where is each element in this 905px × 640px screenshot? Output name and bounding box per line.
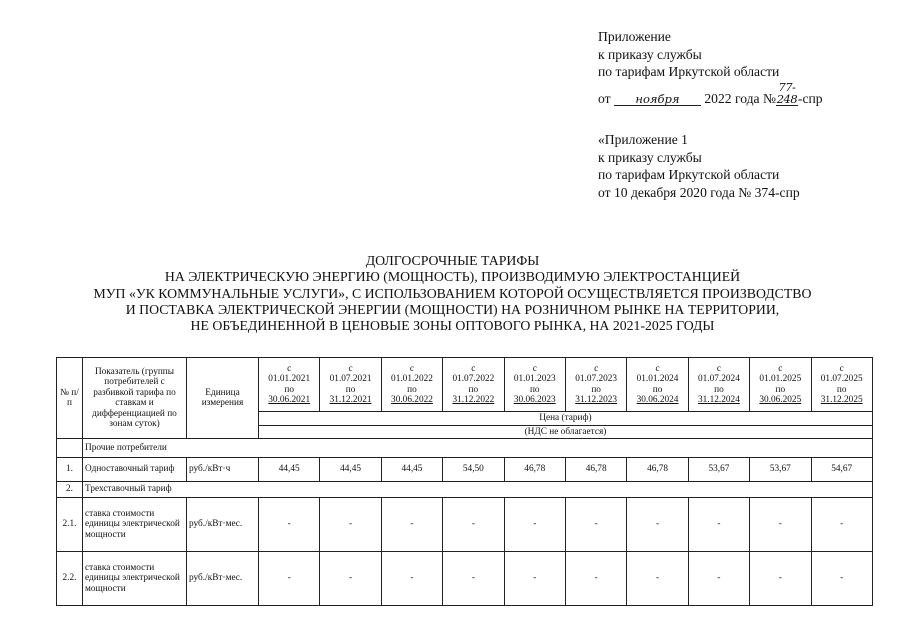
tariff-value: -: [565, 498, 626, 552]
date-prefix: от: [598, 90, 611, 106]
tariff-value: -: [443, 498, 504, 552]
header-period: с 01.07.2021 по 31.12.2021: [320, 358, 381, 412]
handwritten-date: ноября: [614, 93, 701, 106]
row-indicator: Трехставочный тариф: [83, 482, 873, 498]
appendix-header: [598, 28, 823, 107]
tariff-value: -: [811, 498, 872, 552]
table-row: [57, 482, 873, 498]
appendix-date-line: [598, 81, 823, 108]
tariff-value: 53,67: [750, 458, 811, 482]
header-period: с 01.01.2025 по 30.06.2025: [750, 358, 811, 412]
tariff-value: 44,45: [381, 458, 442, 482]
row-indicator: ставка стоимости единицы электрической мощности: [83, 498, 187, 552]
tariff-value: -: [750, 552, 811, 606]
tariff-value: 44,45: [320, 458, 381, 482]
header-period: с 01.07.2023 по 31.12.2023: [565, 358, 626, 412]
header-unit: Единица измерения: [187, 358, 259, 439]
header-period: с 01.01.2021 по 30.06.2021: [259, 358, 320, 412]
appendix-line: к приказу службы: [598, 149, 702, 165]
tariff-value: -: [504, 552, 565, 606]
tariff-value: -: [443, 552, 504, 606]
tariff-value: 44,45: [259, 458, 320, 482]
header-period: с 01.01.2024 по 30.06.2024: [627, 358, 688, 412]
row-number: 2.2.: [57, 552, 83, 606]
title-line: НА ЭЛЕКТРИЧЕСКУЮ ЭНЕРГИЮ (МОЩНОСТЬ), ПРОИЗВОДИМУЮ ЭЛЕКТРОСТАНЦИЕЙ: [164, 269, 741, 285]
appendix-line: к приказу службы: [598, 46, 702, 62]
header-period: с 01.07.2022 по 31.12.2022: [443, 358, 504, 412]
tariff-value: 53,67: [688, 458, 749, 482]
appendix-line: Приложение: [598, 29, 671, 44]
header-row: [57, 358, 873, 412]
table-row: [57, 458, 873, 482]
row-number: 2.: [57, 482, 83, 498]
row-indicator: Одноставочный тариф: [83, 458, 187, 482]
handwritten-number: 77-248: [776, 79, 798, 106]
vat-label: (НДС не облагается): [259, 425, 873, 439]
row-unit: руб./кВт·мес.: [187, 498, 259, 552]
tariff-table: [56, 357, 873, 606]
appendix-line: по тарифам Иркутской области: [598, 167, 780, 183]
tariff-value: -: [259, 498, 320, 552]
title-line: ДОЛГОСРОЧНЫЕ ТАРИФЫ: [365, 253, 540, 268]
tariff-value: -: [750, 498, 811, 552]
title-line: НЕ ОБЪЕДИНЕННОЙ В ЦЕНОВЫЕ ЗОНЫ ОПТОВОГО РЫНКА, НА 2021-2025 ГОДЫ: [190, 318, 715, 334]
header-period: с 01.07.2025 по 31.12.2025: [811, 358, 872, 412]
tariff-value: 46,78: [565, 458, 626, 482]
number-suffix: -спр: [797, 90, 823, 106]
document-title: [0, 253, 905, 334]
price-label: Цена (тариф): [259, 412, 873, 426]
year-text: 2022 года №: [704, 90, 776, 106]
header-indicator: Показатель (группы потребителей с разбивкой тарифа по ставкам и дифференциацией по зонам суток): [83, 358, 187, 439]
title-line: И ПОСТАВКА ЭЛЕКТРИЧЕСКОЙ ЭНЕРГИИ (МОЩНОСТИ) НА РОЗНИЧНОМ РЫНКЕ НА ТЕРРИТОРИИ,: [125, 301, 780, 317]
row-number: 1.: [57, 458, 83, 482]
original-appendix-header: [598, 131, 800, 201]
tariff-value: 46,78: [627, 458, 688, 482]
appendix-line: по тарифам Иркутской области: [598, 64, 780, 80]
tariff-value: -: [688, 498, 749, 552]
title-line: МУП «УК КОММУНАЛЬНЫЕ УСЛУГИ», С ИСПОЛЬЗОВАНИЕМ КОТОРОЙ ОСУЩЕСТВЛЯЕТСЯ ПРОИЗВОДСТВО: [93, 285, 812, 301]
appendix-line: от 10 декабря 2020 года № 374-спр: [598, 184, 800, 200]
appendix-line: «Приложение 1: [598, 132, 688, 147]
header-period: с 01.01.2022 по 30.06.2022: [381, 358, 442, 412]
table-row: [57, 498, 873, 552]
tariff-value: -: [381, 498, 442, 552]
table-row: [57, 552, 873, 606]
row-unit: руб./кВт·мес.: [187, 552, 259, 606]
tariff-value: 54,67: [811, 458, 872, 482]
tariff-value: -: [259, 552, 320, 606]
row-indicator: ставка стоимости единицы электрической мощности: [83, 552, 187, 606]
section-label: Прочие потребители: [83, 439, 873, 458]
tariff-value: -: [627, 498, 688, 552]
tariff-value: -: [565, 552, 626, 606]
section-row: [57, 439, 873, 458]
header-period: с 01.07.2024 по 31.12.2024: [688, 358, 749, 412]
tariff-value: 54,50: [443, 458, 504, 482]
tariff-value: -: [320, 552, 381, 606]
tariff-value: -: [504, 498, 565, 552]
row-number: 2.1.: [57, 498, 83, 552]
tariff-value: 46,78: [504, 458, 565, 482]
row-unit: руб./кВт·ч: [187, 458, 259, 482]
tariff-value: -: [320, 498, 381, 552]
tariff-value: -: [381, 552, 442, 606]
header-period: с 01.01.2023 по 30.06.2023: [504, 358, 565, 412]
header-no: № п/п: [57, 358, 83, 439]
tariff-value: -: [688, 552, 749, 606]
tariff-value: -: [627, 552, 688, 606]
tariff-value: -: [811, 552, 872, 606]
